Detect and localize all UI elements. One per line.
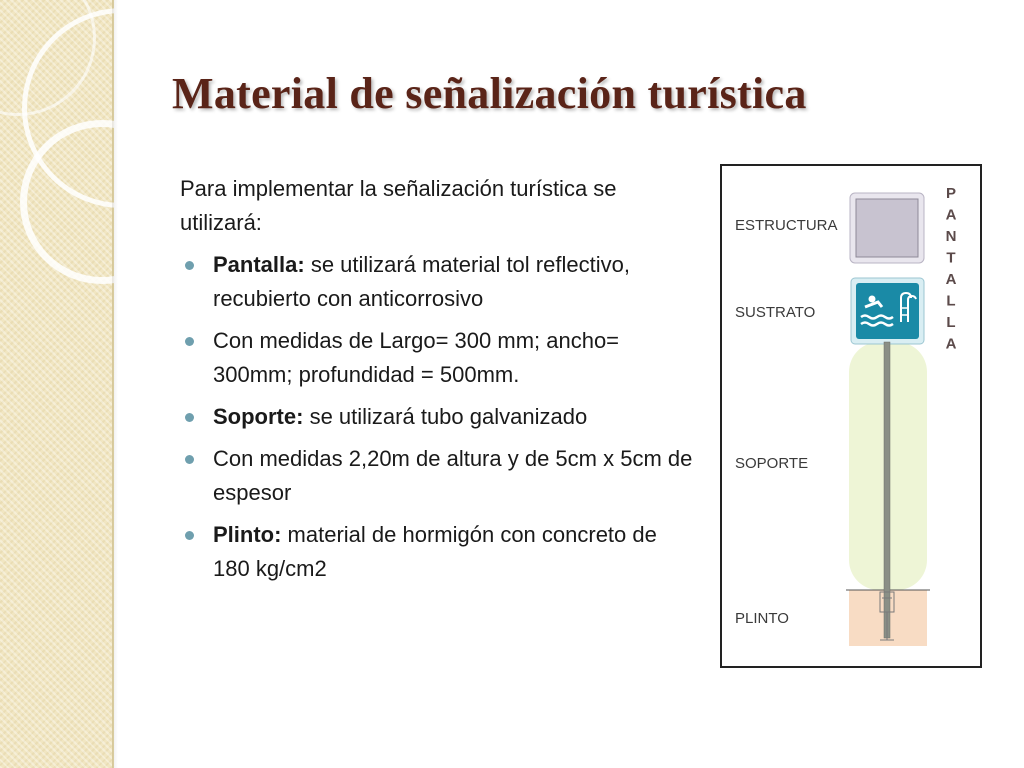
label-estructura: ESTRUCTURA	[735, 217, 838, 234]
bullet-item	[180, 400, 693, 434]
bullet-dot-icon	[185, 337, 194, 346]
vertical-letter: A	[945, 271, 957, 288]
bullet-text: se utilizará tubo galvanizado	[303, 404, 588, 429]
vertical-letter: L	[946, 292, 956, 310]
bullet-item	[180, 324, 693, 392]
intro-text: Para implementar la señalización turística se utilizará:	[180, 176, 617, 235]
bullet-text: Con medidas de Largo= 300 mm; ancho= 300mm; profundidad = 500mm.	[213, 328, 620, 387]
bullet-text: se utilizará material tol reflectivo, recubierto con anticorrosivo	[213, 252, 630, 311]
bullet-text: material de hormigón con concreto de 180 kg/cm2	[213, 522, 657, 581]
bullet-item	[180, 518, 693, 586]
vertical-letter: T	[946, 249, 956, 267]
vertical-label-pantalla	[946, 185, 957, 353]
bullet-dot-icon	[185, 531, 194, 540]
signage-diagram-svg	[722, 166, 980, 666]
vertical-letter: N	[945, 228, 957, 245]
vertical-letter: P	[945, 185, 957, 202]
vertical-letter: A	[945, 206, 957, 224]
band-shadow	[112, 0, 118, 768]
bullet-text: Con medidas 2,20m de altura y de 5cm x 5cm de espesor	[213, 446, 693, 505]
slide-content	[180, 172, 700, 594]
bullet-item	[180, 248, 693, 316]
decorative-side-band	[0, 0, 114, 768]
signage-diagram	[720, 164, 982, 668]
vertical-letter: A	[945, 335, 957, 353]
sustrato-panel	[856, 283, 919, 339]
bullet-list	[180, 248, 700, 586]
vertical-letter: L	[946, 314, 956, 331]
bullet-dot-icon	[185, 455, 194, 464]
bullet-term: Soporte:	[213, 404, 304, 429]
bullet-term: Pantalla:	[213, 252, 305, 277]
bullet-term: Plinto:	[213, 522, 282, 547]
label-soporte: SOPORTE	[735, 455, 809, 472]
label-plinto: PLINTO	[735, 610, 789, 627]
bullet-dot-icon	[185, 261, 194, 270]
bullet-dot-icon	[185, 413, 194, 422]
slide-title: Material de señalización turística	[172, 69, 807, 118]
decorative-ring	[20, 120, 184, 284]
soporte-pole	[884, 342, 890, 638]
label-sustrato: SUSTRATO	[735, 304, 816, 321]
bullet-item	[180, 442, 693, 510]
estructura-panel	[856, 199, 918, 257]
